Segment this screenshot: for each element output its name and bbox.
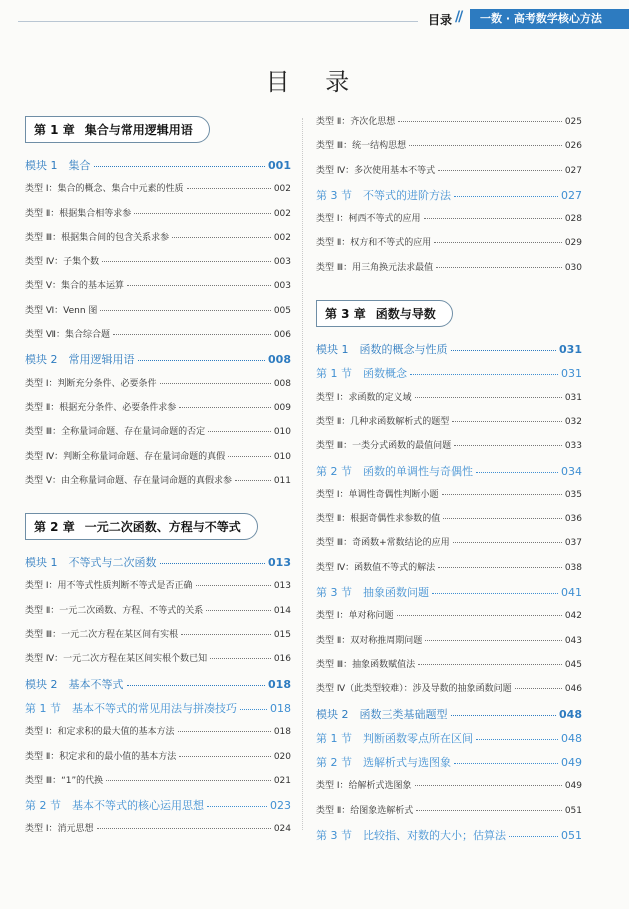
dot-leader [436, 267, 562, 268]
dot-leader [179, 407, 271, 408]
toc-item-entry[interactable] [316, 778, 582, 802]
entry-label: 类型 Ⅱ：权方和不等式的应用 [316, 238, 432, 249]
entry-label: 类型 Ⅱ：齐次化思想 [316, 117, 396, 127]
dot-leader [178, 731, 271, 732]
toc-item-entry[interactable] [316, 681, 582, 705]
entry-page-number: 025 [564, 117, 582, 127]
entry-page-number: 020 [273, 751, 291, 762]
entry-label: 类型 Ⅲ：一类分式函数的最值问题 [316, 441, 452, 452]
entry-label: 第 3 节 不等式的进阶方法 [316, 188, 451, 202]
dot-leader [409, 145, 562, 146]
entry-label: 类型 Ⅲ：奇函数+常数结论的应用 [316, 538, 450, 549]
dot-leader [442, 494, 562, 495]
toc-module-entry[interactable] [25, 676, 291, 700]
entry-label: 模块 1 函数的概念与性质 [316, 343, 448, 357]
dot-leader [196, 585, 271, 586]
dot-leader [454, 763, 558, 764]
chapter-heading [25, 513, 258, 540]
entry-label: 类型 Ⅱ：给图象选解析式 [316, 805, 414, 816]
toc-item-entry[interactable] [316, 235, 582, 259]
entry-page-number: 043 [564, 635, 582, 646]
dot-leader [454, 196, 558, 197]
toc-item-entry[interactable] [316, 114, 582, 138]
header-book-title: 一数 · 高考数学核心方法 [470, 9, 629, 29]
toc-section-entry[interactable] [316, 463, 582, 487]
dot-leader [207, 806, 267, 807]
entry-page-number: 009 [273, 402, 291, 413]
entry-page-number: 002 [273, 208, 291, 219]
toc-item-entry[interactable] [316, 211, 582, 235]
entry-label: 类型 Ⅰ：集合的概念、集合中元素的性质 [25, 184, 184, 195]
dot-leader [97, 828, 271, 829]
entry-label: 类型 Ⅰ：判断充分条件、必要条件 [25, 378, 157, 389]
entry-label: 类型 Ⅳ：多次使用基本不等式 [316, 165, 436, 176]
toc-section-entry[interactable] [316, 730, 582, 754]
dot-leader [425, 640, 562, 641]
entry-label: 类型 Ⅱ：根据集合相等求参 [25, 208, 132, 219]
toc-module-entry[interactable] [316, 341, 582, 365]
dot-leader [94, 166, 266, 167]
dot-leader [451, 350, 557, 351]
toc-left-column [25, 114, 291, 846]
entry-label: 类型 Ⅲ：抽象函数赋值法 [316, 659, 416, 670]
toc-item-entry[interactable] [316, 260, 582, 284]
entry-label: 类型 Ⅳ：子集个数 [25, 257, 100, 268]
dot-leader [100, 310, 270, 311]
entry-page-number: 037 [564, 538, 582, 549]
entry-page-number: 034 [561, 464, 582, 478]
toc-item-entry[interactable] [25, 749, 291, 773]
dot-leader [410, 374, 558, 375]
toc-item-entry[interactable] [25, 400, 291, 424]
entry-label: 模块 1 不等式与二次函数 [25, 556, 157, 570]
toc-item-entry[interactable] [25, 303, 291, 327]
entry-label: 第 1 节 基本不等式的常见用法与拼凑技巧 [25, 701, 237, 715]
toc-item-entry[interactable] [25, 473, 291, 497]
dot-leader [509, 836, 558, 837]
dot-leader [172, 237, 271, 238]
entry-label: 第 1 节 判断函数零点所在区间 [316, 731, 473, 745]
header-slash-decoration: // [455, 9, 462, 25]
dot-leader [515, 688, 562, 689]
toc-item-entry[interactable] [25, 254, 291, 278]
toc-item-entry[interactable] [316, 803, 582, 827]
entry-page-number: 029 [564, 238, 582, 249]
entry-label: 类型 Ⅱ：根据充分条件、必要条件求参 [25, 402, 177, 413]
dot-leader [208, 431, 271, 432]
entry-page-number: 016 [273, 654, 291, 665]
chapter-heading [316, 300, 453, 327]
entry-label: 模块 1 集合 [25, 159, 91, 172]
entry-page-number: 015 [273, 630, 291, 641]
dot-leader [127, 685, 266, 686]
entry-page-number: 038 [564, 562, 582, 573]
entry-label: 类型 Ⅰ：给解析式选图象 [316, 781, 412, 792]
entry-page-number: 033 [564, 441, 582, 452]
entry-label: 类型 Ⅱ：几种求函数解析式的题型 [316, 416, 450, 427]
entry-page-number: 011 [273, 475, 291, 486]
entry-page-number: 008 [268, 353, 291, 367]
chapter-number: 第 3 章 [325, 307, 366, 322]
toc-item-entry[interactable] [25, 206, 291, 230]
entry-page-number: 002 [273, 232, 291, 243]
entry-page-number: 027 [561, 188, 582, 202]
entry-page-number: 046 [564, 684, 582, 695]
entry-page-number: 010 [273, 451, 291, 462]
entry-label: 类型 Ⅱ：根据奇偶性求参数的值 [316, 514, 441, 525]
entry-page-number: 045 [564, 659, 582, 670]
toc-item-entry[interactable] [25, 181, 291, 205]
dot-leader [416, 810, 562, 811]
entry-label: 类型 Ⅱ：一元二次函数、方程、不等式的关系 [25, 605, 204, 616]
dot-leader [438, 567, 562, 568]
dot-leader [451, 715, 557, 716]
entry-page-number: 003 [273, 281, 291, 292]
entry-label: 类型 Ⅰ：和定求积的最大值的基本方法 [25, 727, 175, 738]
column-divider [302, 118, 303, 830]
toc-item-entry[interactable] [25, 424, 291, 448]
entry-page-number: 042 [564, 611, 582, 622]
dot-leader [424, 218, 562, 219]
toc-item-entry[interactable] [25, 449, 291, 473]
entry-label: 第 3 节 比较指、对数的大小；估算法 [316, 829, 506, 843]
toc-module-entry[interactable] [25, 157, 291, 181]
dot-leader [113, 334, 271, 335]
entry-page-number: 013 [268, 556, 291, 570]
entry-label: 模块 2 基本不等式 [25, 677, 124, 691]
entry-page-number: 018 [273, 727, 291, 738]
dot-leader [138, 360, 266, 361]
dot-leader [181, 634, 271, 635]
entry-page-number: 024 [273, 824, 291, 835]
entry-page-number: 032 [564, 416, 582, 427]
entry-label: 第 3 节 抽象函数问题 [316, 586, 429, 600]
entry-page-number: 031 [564, 392, 582, 403]
chapter-title: 一元二次函数、方程与不等式 [84, 520, 241, 535]
dot-leader [206, 610, 271, 611]
entry-label: 第 2 节 函数的单调性与奇偶性 [316, 464, 473, 478]
dot-leader [438, 170, 562, 171]
chapter-title: 集合与常用逻辑用语 [84, 123, 193, 137]
dot-leader [228, 456, 271, 457]
entry-label: 类型 Ⅳ：函数值不等式的解法 [316, 562, 436, 573]
toc-item-entry[interactable] [25, 230, 291, 254]
entry-label: 类型 Ⅰ：用不等式性质判断不等式是否正确 [25, 581, 193, 592]
entry-page-number: 026 [564, 141, 582, 152]
entry-page-number: 031 [561, 367, 582, 381]
toc-item-entry[interactable] [316, 560, 582, 584]
entry-label: 类型 Ⅰ：消元思想 [25, 824, 94, 835]
entry-label: 类型 Ⅱ：积定求和的最小值的基本方法 [25, 751, 177, 762]
entry-page-number: 014 [273, 605, 291, 616]
dot-leader [476, 472, 558, 473]
page-title: 目 录 [265, 68, 364, 96]
entry-page-number: 006 [273, 330, 291, 341]
entry-label: 类型 Ⅰ：单对称问题 [316, 611, 394, 622]
entry-label: 类型 Ⅲ：全称量词命题、存在量词命题的否定 [25, 427, 206, 438]
entry-label: 类型 Ⅳ（此类型较难）：涉及导数的抽象函数问题 [316, 684, 512, 695]
entry-label: 类型 Ⅲ：用三角换元法求最值 [316, 262, 434, 273]
toc-item-entry[interactable] [25, 603, 291, 627]
toc-item-entry[interactable] [25, 627, 291, 651]
entry-page-number: 001 [268, 159, 291, 172]
dot-leader [106, 780, 271, 781]
dot-leader [454, 445, 562, 446]
toc-item-entry[interactable] [316, 438, 582, 462]
entry-label: 类型 Ⅳ：一元二次方程在某区间实根个数已知 [25, 654, 208, 665]
toc-module-entry[interactable] [25, 351, 291, 375]
dot-leader [210, 658, 271, 659]
toc-item-entry[interactable] [316, 163, 582, 187]
header-section-label: 目录 [428, 13, 453, 27]
dot-leader [476, 739, 558, 740]
dot-leader [434, 242, 562, 243]
entry-page-number: 018 [268, 677, 291, 691]
toc-item-entry[interactable] [25, 724, 291, 748]
entry-label: 第 2 节 选解析式与选图象 [316, 756, 451, 770]
page-header [0, 0, 629, 38]
toc-item-entry[interactable] [316, 390, 582, 414]
toc-item-entry[interactable] [25, 821, 291, 845]
dot-leader [398, 121, 562, 122]
toc-item-entry[interactable] [316, 657, 582, 681]
entry-page-number: 036 [564, 514, 582, 525]
toc-item-entry[interactable] [25, 327, 291, 351]
entry-page-number: 013 [273, 581, 291, 592]
entry-page-number: 018 [270, 701, 291, 715]
toc-item-entry[interactable] [316, 414, 582, 438]
toc-item-entry[interactable] [316, 633, 582, 657]
entry-page-number: 030 [564, 262, 582, 273]
chapter-heading [25, 116, 210, 143]
dot-leader [134, 213, 271, 214]
dot-leader [397, 615, 562, 616]
toc-item-entry[interactable] [316, 608, 582, 632]
toc-item-entry[interactable] [25, 278, 291, 302]
dot-leader [418, 664, 562, 665]
entry-page-number: 048 [561, 731, 582, 745]
entry-label: 类型 Ⅳ：判断全称量词命题、存在量词命题的真假 [25, 451, 226, 462]
entry-page-number: 031 [559, 343, 582, 357]
entry-label: 类型 Ⅲ：“1”的代换 [25, 775, 104, 786]
entry-label: 第 2 节 基本不等式的核心运用思想 [25, 799, 204, 813]
toc-module-entry[interactable] [25, 554, 291, 578]
entry-label: 类型 Ⅲ：一元二次方程在某区间有实根 [25, 630, 179, 641]
entry-page-number: 051 [561, 829, 582, 843]
toc-item-entry[interactable] [316, 511, 582, 535]
toc-section-entry[interactable] [25, 797, 291, 821]
toc-item-entry[interactable] [25, 651, 291, 675]
toc-item-entry[interactable] [25, 578, 291, 602]
entry-page-number: 028 [564, 214, 582, 225]
entry-label: 类型 Ⅴ：集合的基本运算 [25, 281, 125, 292]
entry-label: 模块 2 常用逻辑用语 [25, 353, 135, 367]
entry-page-number: 048 [559, 707, 582, 721]
chapter-number: 第 1 章 [34, 123, 75, 137]
chapter-title: 函数与导数 [375, 307, 436, 322]
dot-leader [415, 785, 562, 786]
toc-module-entry[interactable] [316, 706, 582, 730]
dot-leader [443, 518, 562, 519]
entry-label: 类型 Ⅶ：集合综合题 [25, 330, 110, 341]
dot-leader [452, 421, 562, 422]
entry-page-number: 027 [564, 165, 582, 176]
dot-leader [160, 383, 271, 384]
entry-page-number: 041 [561, 586, 582, 600]
chapter-number: 第 2 章 [34, 520, 75, 535]
dot-leader [453, 542, 562, 543]
entry-page-number: 002 [273, 184, 291, 195]
dot-leader [432, 593, 558, 594]
toc-item-entry[interactable] [316, 487, 582, 511]
dot-leader [102, 261, 271, 262]
entry-label: 第 1 节 函数概念 [316, 367, 407, 381]
entry-label: 类型 Ⅰ：柯西不等式的应用 [316, 214, 421, 225]
dot-leader [235, 480, 271, 481]
entry-label: 类型 Ⅰ：求函数的定义域 [316, 392, 412, 403]
chapter-spacer [25, 497, 291, 511]
toc-item-entry[interactable] [25, 773, 291, 797]
dot-leader [179, 756, 271, 757]
toc-section-entry[interactable] [316, 827, 582, 851]
dot-leader [127, 285, 271, 286]
entry-label: 类型 Ⅲ：统一结构思想 [316, 141, 407, 152]
entry-page-number: 035 [564, 489, 582, 500]
entry-page-number: 021 [273, 775, 291, 786]
entry-page-number: 051 [564, 805, 582, 816]
toc-section-entry[interactable] [316, 754, 582, 778]
entry-page-number: 003 [273, 257, 291, 268]
toc-item-entry[interactable] [316, 535, 582, 559]
toc-section-entry[interactable] [316, 365, 582, 389]
dot-leader [415, 397, 562, 398]
dot-leader [240, 709, 267, 710]
entry-page-number: 023 [270, 799, 291, 813]
entry-page-number: 049 [561, 756, 582, 770]
header-rule [18, 21, 418, 22]
entry-label: 类型 Ⅲ：根据集合间的包含关系求参 [25, 232, 170, 243]
toc-section-entry[interactable] [316, 584, 582, 608]
toc-section-entry[interactable] [25, 700, 291, 724]
entry-page-number: 010 [273, 427, 291, 438]
chapter-spacer [316, 284, 582, 298]
entry-label: 类型 Ⅰ：单调性奇偶性判断小题 [316, 489, 439, 500]
entry-page-number: 005 [273, 305, 291, 316]
entry-label: 类型 Ⅵ：Venn 图 [25, 305, 98, 316]
entry-page-number: 008 [273, 378, 291, 389]
toc-item-entry[interactable] [25, 376, 291, 400]
toc-right-column [316, 114, 582, 851]
entry-label: 模块 2 函数三类基础题型 [316, 707, 448, 721]
entry-page-number: 049 [564, 781, 582, 792]
dot-leader [160, 563, 266, 564]
entry-label: 类型 Ⅱ：双对称推周期问题 [316, 635, 423, 646]
toc-item-entry[interactable] [316, 138, 582, 162]
dot-leader [187, 188, 271, 189]
toc-section-entry[interactable] [316, 187, 582, 211]
entry-label: 类型 Ⅴ：由全称量词命题、存在量词命题的真假求参 [25, 475, 233, 486]
